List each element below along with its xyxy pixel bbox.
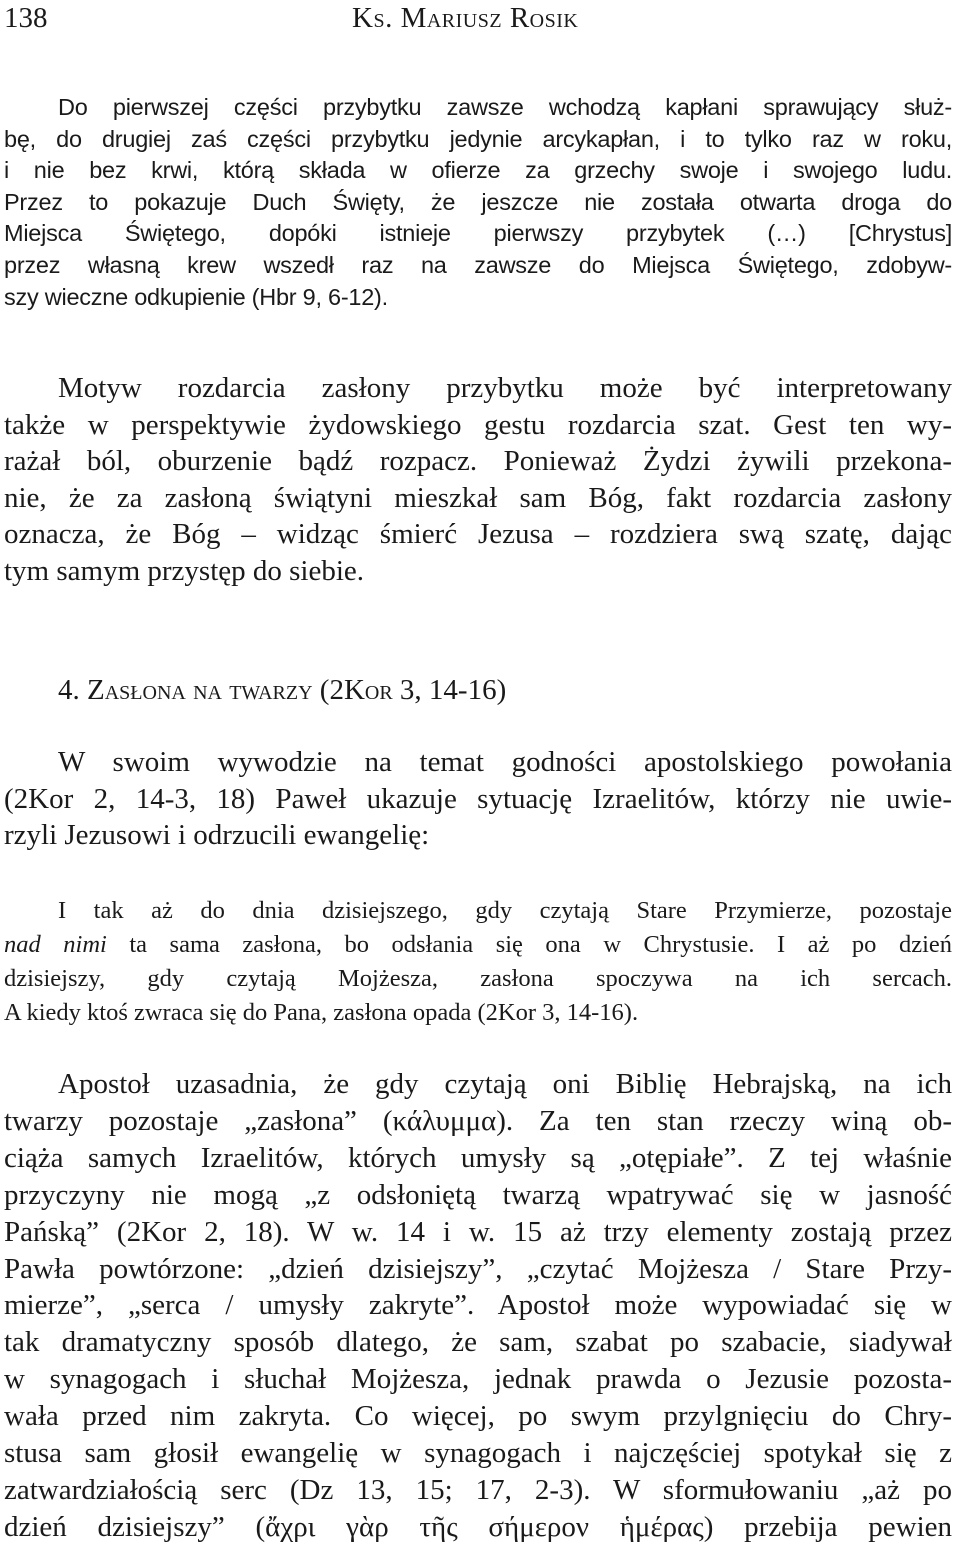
paragraph-line: nie, że za zasłoną świątyni mieszkał sam Bóg, fakt rozdarcia zasłony	[4, 481, 952, 514]
paragraph-line: Pawła powtórzone: „dzień dzisiejszy”, „czytać Mojżesza / Stare Przy-	[4, 1252, 952, 1285]
section-heading: 4. Zasłona na twarzy (2Kor 3, 14-16)	[58, 674, 507, 706]
paragraph-line: rażał ból, oburzenie bądź rozpacz. Ponieważ Żydzi żywili przekona-	[4, 445, 952, 477]
quote-line: Przez to pokazuje Duch Święty, że jeszcze nie została otwarta droga do	[4, 188, 952, 215]
quote-line: szy wieczne odkupienie (Hbr 9, 6-12).	[4, 283, 388, 310]
quote-line: I tak aż do dnia dzisiejszego, gdy czytają Stare Przymierze, pozostaje	[58, 897, 952, 924]
quote-line: bę, do drugiej zaś części przybytku jedynie arcykapłan, i to tylko raz w roku,	[4, 125, 952, 152]
paragraph-line: oznacza, że Bóg – widząc śmierć Jezusa – rozdziera swą szatę, dając	[4, 518, 952, 550]
paragraph-line: tak dramatyczny sposób dlatego, że sam, szabat po szabacie, siadywał	[4, 1326, 952, 1359]
paragraph-line: Apostoł uzasadnia, że gdy czytają oni Biblię Hebrajską, na ich	[58, 1068, 952, 1100]
page-number: 138	[4, 2, 48, 34]
quote-line	[4, 928, 952, 962]
paragraph-line: (2Kor 2, 14-3, 18) Paweł ukazuje sytuację Izraelitów, którzy nie uwie-	[4, 782, 952, 815]
quote-line: Do pierwszej części przybytku zawsze wchodzą kapłani sprawujący służ-	[58, 94, 952, 120]
quote-line-rest: ta sama zasłona, bo odsłania się ona w Chrystusie. I aż po dzień	[106, 931, 952, 958]
paragraph-line: dzień dzisiejszy” (ἄχρι γὰρ τῆς σήμερον ἡμέρας) przebija pewien	[4, 1510, 952, 1543]
paragraph-line: tym samym przystęp do siebie.	[4, 554, 365, 587]
paragraph-line: także w perspektywie żydowskiego gestu rozdarcia szat. Gest ten wy-	[4, 408, 952, 441]
block-quotation-2kor	[4, 894, 952, 1030]
paragraph-line: Motyw rozdarcia zasłony przybytku może być interpretowany	[58, 372, 952, 404]
paragraph-line: twarzy pozostaje „zasłona” (κάλυμμα). Za ten stan rzeczy winą ob-	[4, 1104, 952, 1137]
paragraph-line: ciąża samych Izraelitów, których umysły są „otępiałe”. Z tej właśnie	[4, 1141, 952, 1174]
quote-line: dzisiejszy, gdy czytają Mojżesza, zasłona spoczywa na ich sercach.	[4, 965, 952, 992]
quote-line: A kiedy ktoś zwraca się do Pana, zasłona opada (2Kor 3, 14-16).	[4, 999, 639, 1026]
italic-phrase: nad nimi	[4, 931, 107, 958]
quote-line: Miejsca Świętego, dopóki istnieje pierwszy przybytek (…) [Chrystus]	[4, 220, 952, 247]
paragraph-line: wała przed nim zakryta. Co więcej, po swym przylgnięciu do Chry-	[4, 1400, 952, 1433]
quote-line: przez własną krew wszedł raz na zawsze do Miejsca Świętego, zdobyw-	[4, 251, 952, 278]
paragraph-veil-on-faces	[4, 1066, 952, 1546]
paragraph-line: W swoim wywodzie na temat godności apostolskiego powołania	[58, 746, 952, 778]
block-quotation-hebrews	[4, 92, 952, 313]
paragraph-line: rzyli Jezusowi i odrzucili ewangelię:	[4, 819, 430, 851]
running-title: Ks. Mariusz Rosik	[352, 2, 579, 34]
paragraph-veil-tearing	[4, 370, 952, 589]
paragraph-line: przyczyny nie mogą „z odsłoniętą twarzą wpatrywać się w jasność	[4, 1178, 952, 1211]
paragraph-line: stusa sam głosił ewangelię w synagogach i najczęściej spotykał się z	[4, 1437, 952, 1470]
paragraph-apostolic-calling	[4, 744, 952, 854]
paragraph-line: zatwardziałością serc (Dz 13, 15; 17, 2-3). W sformułowaniu „aż po	[4, 1473, 952, 1506]
paragraph-line: mierze”, „serca / umysły zakryte”. Apostoł może wypowiadać się w	[4, 1289, 952, 1322]
paragraph-line: w synagogach i słuchał Mojżesza, jednak prawda o Jezusie pozosta-	[4, 1363, 952, 1396]
quote-line: i nie bez krwi, którą składa w ofierze za grzechy swoje i swojego ludu.	[4, 157, 952, 184]
running-head	[0, 0, 960, 40]
paragraph-line: Pańską” (2Kor 2, 18). W w. 14 i w. 15 aż trzy elementy zostają przez	[4, 1215, 952, 1248]
